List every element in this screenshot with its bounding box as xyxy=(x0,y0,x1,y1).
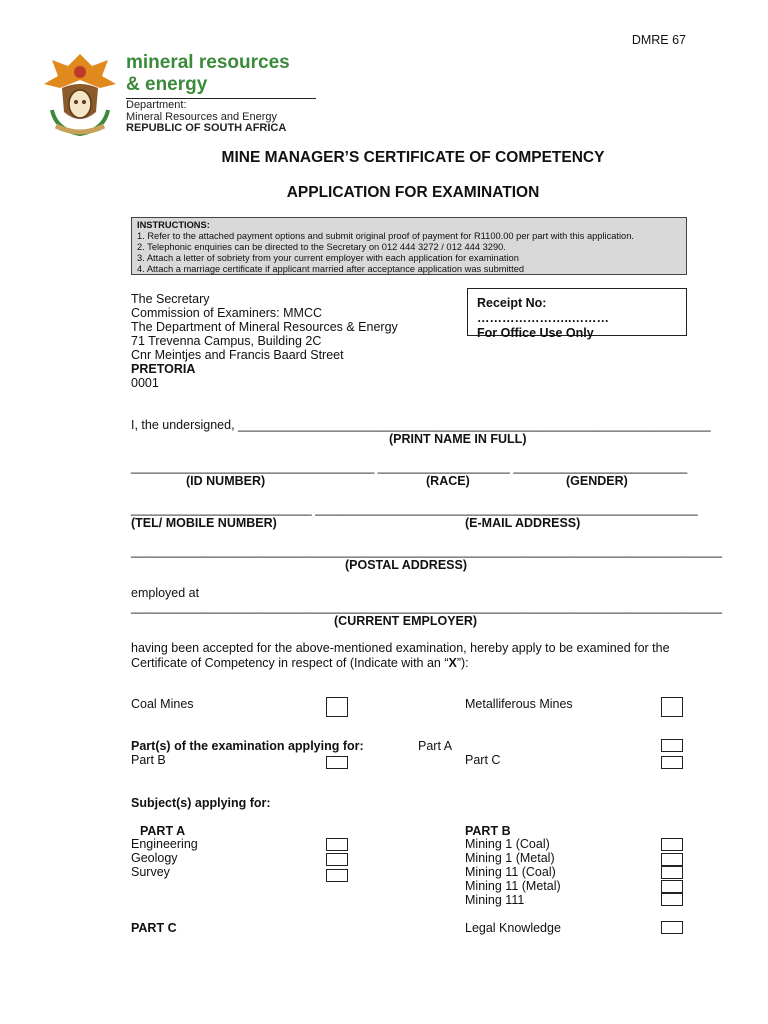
subject-mining11-coal-checkbox[interactable] xyxy=(661,866,683,879)
postal-address-field[interactable]: _____________________________________________________________________________________ xyxy=(131,544,722,558)
race-label: (RACE) xyxy=(426,474,470,488)
postal-address-label: (POSTAL ADDRESS) xyxy=(345,558,467,572)
declaration-text: Certificate of Competency in respect of (Indicate with an “ xyxy=(131,656,449,670)
subject-engineering-checkbox[interactable] xyxy=(326,838,348,851)
subject-mining11-coal-label: Mining 11 (Coal) xyxy=(465,865,556,879)
page-title: MINE MANAGER’S CERTIFICATE OF COMPETENCY xyxy=(221,149,605,166)
part-a-checkbox[interactable] xyxy=(661,739,683,752)
form-code: DMRE 67 xyxy=(631,33,686,47)
gender-label: (GENDER) xyxy=(566,474,628,488)
instructions-heading: INSTRUCTIONS: xyxy=(137,220,210,230)
part-c-checkbox[interactable] xyxy=(661,756,683,769)
page-subtitle: APPLICATION FOR EXAMINATION xyxy=(286,184,540,201)
subject-mining111-label: Mining 111 xyxy=(465,893,525,907)
address-city: PRETORIA xyxy=(131,362,196,376)
part-c-subjects-heading: PART C xyxy=(131,921,177,935)
coat-of-arms-logo xyxy=(40,50,120,138)
subject-mining111-checkbox[interactable] xyxy=(661,893,683,906)
employed-at-label: employed at xyxy=(131,586,200,600)
subject-mining11-metal-label: Mining 11 (Metal) xyxy=(465,879,561,893)
brand-name-line1: mineral resources xyxy=(126,52,290,73)
mark-x-glyph: X xyxy=(448,656,457,670)
parts-heading: Part(s) of the examination applying for: xyxy=(131,739,364,753)
subject-legal-knowledge-label: Legal Knowledge xyxy=(465,921,561,935)
subject-geology-label: Geology xyxy=(131,851,178,865)
name-field[interactable]: I, the undersigned, ____________________________________________________________________ xyxy=(131,418,711,432)
email-label: (E-MAIL ADDRESS) xyxy=(465,516,581,530)
address-line: The Secretary xyxy=(131,292,210,306)
brand-name-line2: & energy xyxy=(126,74,208,95)
employer-field[interactable]: _____________________________________________________________________________________ xyxy=(131,600,722,614)
address-line: 71 Trevenna Campus, Building 2C xyxy=(131,334,322,348)
subject-mining1-metal-label: Mining 1 (Metal) xyxy=(465,851,555,865)
receipt-box xyxy=(467,288,687,340)
part-c-label: Part C xyxy=(465,753,501,767)
subject-geology-checkbox[interactable] xyxy=(326,853,348,866)
tel-label: (TEL/ MOBILE NUMBER) xyxy=(131,516,277,530)
subject-mining1-coal-checkbox[interactable] xyxy=(661,838,683,851)
tel-email-fields[interactable]: __________________________ _______________________________________________________ xyxy=(131,502,698,516)
part-b-label: Part B xyxy=(131,753,166,767)
address-line: Commission of Examiners: MMCC xyxy=(131,306,323,320)
dept-line: REPUBLIC OF SOUTH AFRICA xyxy=(126,122,287,134)
subject-survey-label: Survey xyxy=(131,865,170,879)
print-name-label: (PRINT NAME IN FULL) xyxy=(389,432,527,446)
receipt-number-label: Receipt No: …………………..……… xyxy=(477,296,609,325)
department-block xyxy=(126,100,286,135)
subject-mining1-metal-checkbox[interactable] xyxy=(661,853,683,866)
address-line: Cnr Meintjes and Francis Baard Street xyxy=(131,348,344,362)
declaration-line2 xyxy=(131,656,469,670)
office-use-label: For Office Use Only xyxy=(477,326,594,340)
coal-mines-checkbox[interactable] xyxy=(326,697,348,717)
metalliferous-mines-label: Metalliferous Mines xyxy=(465,697,573,711)
instruction-item: 3. Attach a letter of sobriety from your current employer with each application for examination xyxy=(137,253,519,263)
part-b-checkbox[interactable] xyxy=(326,756,348,769)
dept-line: Department: xyxy=(126,99,187,111)
part-b-subjects-heading: PART B xyxy=(465,824,511,838)
instruction-item: 1. Refer to the attached payment options and submit original proof of payment for R1100.00 per part with this application. xyxy=(137,231,634,241)
subject-mining1-coal-label: Mining 1 (Coal) xyxy=(465,837,550,851)
declaration-text-end: ”): xyxy=(456,656,469,670)
coal-mines-label: Coal Mines xyxy=(131,697,194,711)
instruction-item: 2. Telephonic enquiries can be directed to the Secretary on 012 444 3272 / 012 444 3290. xyxy=(137,242,506,252)
address-postcode: 0001 xyxy=(131,376,159,390)
current-employer-label: (CURRENT EMPLOYER) xyxy=(334,614,478,628)
address-block xyxy=(131,292,398,390)
metalliferous-mines-checkbox[interactable] xyxy=(661,697,683,717)
dept-line: Mineral Resources and Energy xyxy=(126,110,278,123)
address-line: The Department of Mineral Resources & Energy xyxy=(131,320,398,334)
subject-engineering-label: Engineering xyxy=(131,837,198,851)
subject-legal-knowledge-checkbox[interactable] xyxy=(661,921,683,934)
part-a-subjects-heading: PART A xyxy=(140,824,186,838)
part-a-label: Part A xyxy=(418,739,453,753)
subject-mining11-metal-checkbox[interactable] xyxy=(661,880,683,893)
declaration-line1: having been accepted for the above-mentioned examination, hereby apply to be examined for the xyxy=(131,641,670,655)
subject-survey-checkbox[interactable] xyxy=(326,869,348,882)
id-race-gender-fields[interactable]: ___________________________________ ___________________ _________________________ xyxy=(131,460,688,474)
instructions-box xyxy=(131,217,687,275)
subjects-heading: Subject(s) applying for: xyxy=(131,796,271,810)
instruction-item: 4. Attach a marriage certificate if applicant married after acceptance application was submitted xyxy=(137,264,525,274)
id-number-label: (ID NUMBER) xyxy=(186,474,266,488)
